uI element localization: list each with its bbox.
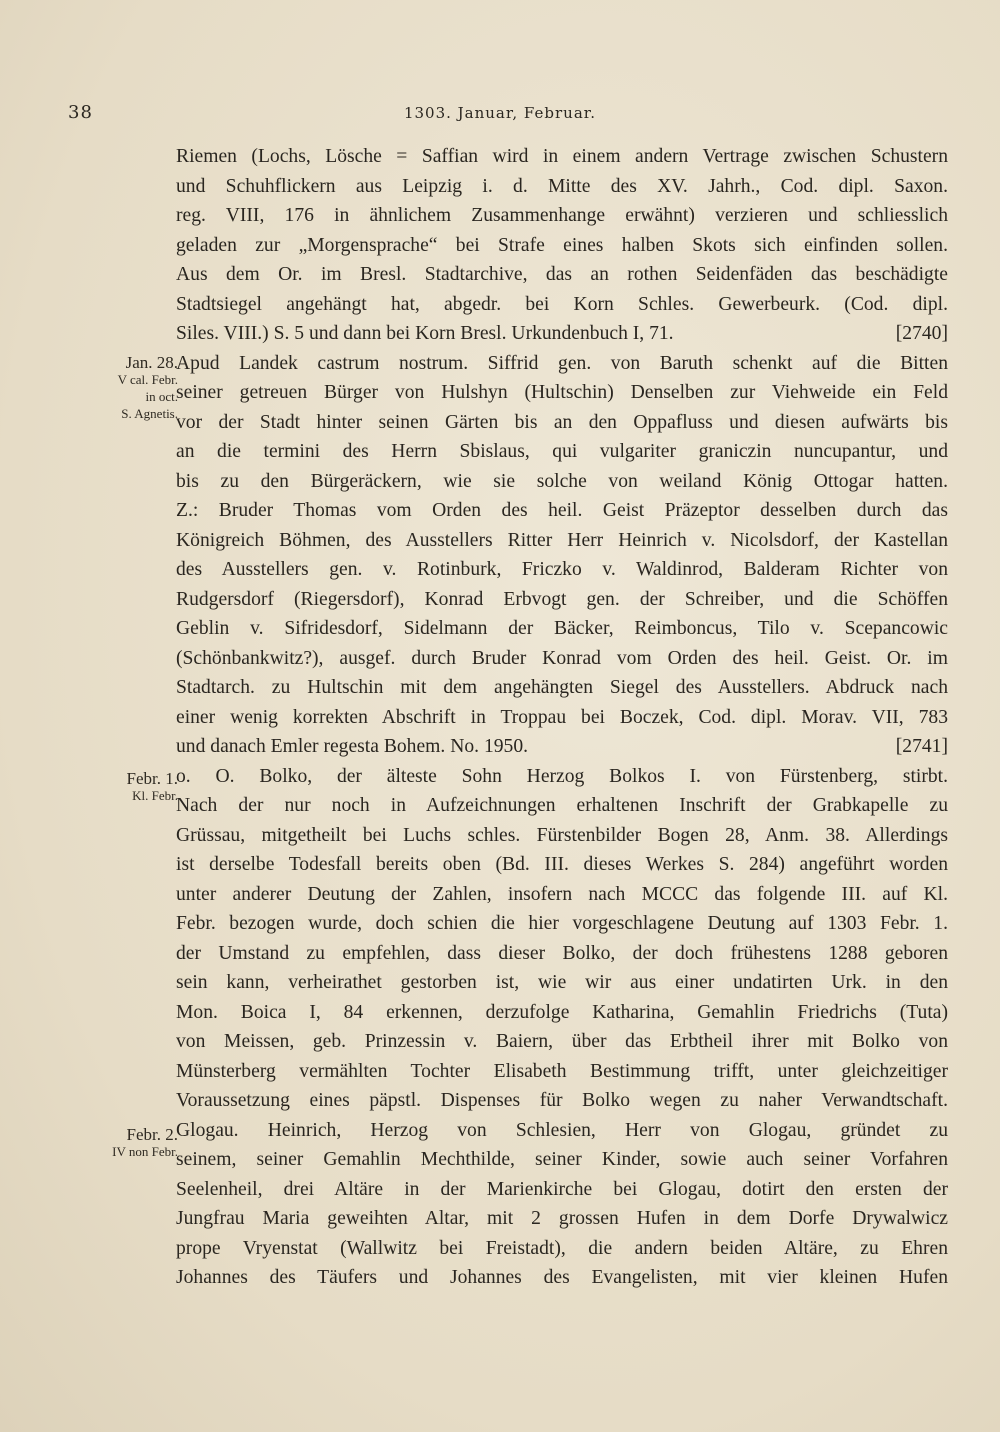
text-line: Riemen (Lochs, Lösche = Saffian wird in einem andern Vertrage zwischen Schustern: [176, 146, 948, 167]
text-line: Seelenheil, drei Altäre in der Marienkirche bei Glogau, dotirt den ersten der: [176, 1178, 948, 1200]
margin-date: Febr. 1.: [126, 769, 178, 788]
text-line: geladen zur „Morgensprache“ bei Strafe eines halben Skots sich einfinden sollen.: [176, 234, 948, 256]
text-line-last: [176, 732, 948, 762]
margin-date: Febr. 2.: [126, 1125, 178, 1144]
text-line: Nach der nur noch in Aufzeichnungen erhaltenen Inschrift der Grabkapelle zu: [176, 795, 948, 816]
text-line: Voraussetzung eines päpstl. Dispenses für Bolko wegen zu naher Verwandtschaft.: [176, 1090, 948, 1111]
text-line: Jungfrau Maria geweihten Altar, mit 2 grossen Hufen in dem Dorfe Drywalwicz: [176, 1208, 948, 1229]
margin-date: Jan. 28.: [125, 353, 178, 372]
text-line: Geblin v. Sifridesdorf, Sidelmann der Bäcker, Reimboncus, Tilo v. Scepancowic: [176, 618, 948, 639]
text-line: und Schuhflickern aus Leipzig i. d. Mitte des XV. Jahrh., Cod. dipl. Saxon.: [176, 175, 948, 197]
text-line: Mon. Boica I, 84 erkennen, derzufolge Katharina, Gemahlin Friedrichs (Tuta): [176, 1001, 948, 1023]
text-line: Febr. bezogen wurde, doch schien die hier vorgeschlagene Deutung auf 1303 Febr. 1.: [176, 913, 948, 934]
page-number: 38: [68, 102, 93, 123]
margin-roman-date: IV non Febr.: [112, 1144, 178, 1159]
margin-roman-date: V cal. Febr.: [117, 372, 178, 387]
page-header: [0, 102, 1000, 126]
text-line-content: und danach Emler regesta Bohem. No. 1950.: [176, 736, 529, 757]
text-line: Königreich Böhmen, des Ausstellers Ritter Herr Heinrich v. Nicolsdorf, der Kastellan: [176, 529, 948, 551]
text-line: Aus dem Or. im Bresl. Stadtarchive, das an rothen Seidenfäden das beschädigte: [176, 264, 948, 285]
text-line: des Ausstellers gen. v. Rotinburk, Friczko v. Waldinrod, Balderam Richter von: [176, 559, 948, 580]
text-line: unter anderer Deutung der Zahlen, insofern nach MCCC das folgende III. auf Kl.: [176, 883, 948, 905]
paragraph-2741: [176, 349, 948, 762]
text-line: seiner getreuen Bürger von Hulshyn (Hultschin) Denselben zur Viehweide ein Feld: [176, 382, 948, 403]
body-text: [176, 142, 948, 1293]
running-head: 1303. Januar, Februar.: [403, 104, 597, 122]
text-line: Münsterberg vermählten Tochter Elisabeth Bestimmung trifft, unter gleichzeitiger: [176, 1060, 948, 1082]
text-line: prope Vryenstat (Wallwitz bei Freistadt), die andern beiden Altäre, zu Ehren: [176, 1237, 948, 1259]
text-line: reg. VIII, 176 in ähnlichem Zusammenhange erwähnt) verzieren und schliesslich: [176, 205, 948, 226]
margin-roman-date: S. Agnetis.: [121, 406, 178, 421]
paragraph-glogau: [176, 1116, 948, 1293]
text-line: (Schönbankwitz?), ausgef. durch Bruder Konrad vom Orden des heil. Geist. Or. im: [176, 647, 948, 669]
text-line: seinem, seiner Gemahlin Mechthilde, seiner Kinder, sowie auch seiner Vorfahren: [176, 1149, 948, 1170]
text-line: o. O. Bolko, der älteste Sohn Herzog Bolkos I. von Fürstenberg, stirbt.: [176, 765, 948, 787]
text-line-last: [176, 319, 948, 349]
margin-roman-date: Kl. Febr.: [132, 788, 178, 803]
margin-note-febr-1: [56, 771, 178, 805]
margin-note-jan-28: [56, 355, 178, 423]
document-number: [2741]: [895, 736, 948, 757]
text-line: Stadtarch. zu Hultschin mit dem angehängten Siegel des Ausstellers. Abdruck nach: [176, 677, 948, 698]
margin-note-febr-2: [56, 1127, 178, 1161]
text-line: Stadtsiegel angehängt hat, abgedr. bei Korn Schles. Gewerbeurk. (Cod. dipl.: [176, 293, 948, 315]
text-line: von Meissen, geb. Prinzessin v. Baiern, über das Erbtheil ihrer mit Bolko von: [176, 1031, 948, 1052]
text-line: ist derselbe Todesfall bereits oben (Bd. III. dieses Werkes S. 284) angeführt worden: [176, 854, 948, 875]
text-line-content: Siles. VIII.) S. 5 und dann bei Korn Bresl. Urkundenbuch I, 71.: [176, 323, 674, 344]
text-line: Grüssau, mitgetheilt bei Luchs schles. Fürstenbilder Bogen 28, Anm. 38. Allerdings: [176, 824, 948, 846]
paragraph-2740: [176, 142, 948, 349]
paragraph-bolko: [176, 762, 948, 1116]
text-line: sein kann, verheirathet gestorben ist, wie wir aus einer undatirten Urk. in den: [176, 972, 948, 993]
text-line: vor der Stadt hinter seinen Gärten bis an den Oppafluss und diesen aufwärts bis: [176, 411, 948, 433]
text-line: Rudgersdorf (Riegersdorf), Konrad Erbvogt gen. der Schreiber, und die Schöffen: [176, 588, 948, 610]
text-line: einer wenig korrekten Abschrift in Troppau bei Boczek, Cod. dipl. Morav. VII, 783: [176, 706, 948, 728]
text-line: Apud Landek castrum nostrum. Siffrid gen. von Baruth schenkt auf die Bitten: [176, 352, 948, 374]
text-line: Z.: Bruder Thomas vom Orden des heil. Geist Präzeptor desselben durch das: [176, 500, 948, 521]
text-line: an die termini des Herrn Sbislaus, qui vulgariter graniczin nuncupantur, und: [176, 441, 948, 462]
text-line: Glogau. Heinrich, Herzog von Schlesien, Herr von Glogau, gründet zu: [176, 1119, 948, 1141]
document-number: [2740]: [895, 323, 948, 344]
margin-roman-date: in oct.: [145, 389, 178, 404]
text-line: Johannes des Täufers und Johannes des Evangelisten, mit vier kleinen Hufen: [176, 1267, 948, 1288]
text-line: bis zu den Bürgeräckern, wie sie solche von weiland König Ottogar hatten.: [176, 470, 948, 492]
text-line: der Umstand zu empfehlen, dass dieser Bolko, der doch frühestens 1288 geboren: [176, 942, 948, 964]
